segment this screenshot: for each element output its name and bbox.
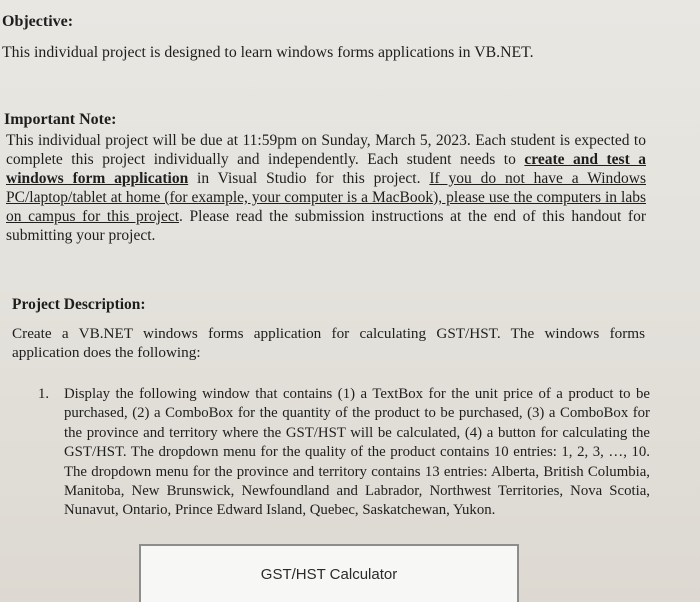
- requirements-list: [38, 385, 650, 521]
- window-title: GST/HST Calculator: [260, 566, 398, 583]
- project-description-intro: Create a VB.NET windows forms application for calculating GST/HST. The windows forms application does the following:: [12, 325, 645, 361]
- objective-text: This individual project is designed to learn windows forms applications in VB.NET.: [2, 44, 534, 61]
- important-note-part3: . Please read the submission instructions at the end of this handout for submitting your project.: [6, 208, 646, 244]
- list-item-number: 1.: [38, 386, 50, 402]
- create-test-emphasis: create and test a windows form application: [6, 151, 646, 187]
- important-note-text: [6, 131, 646, 245]
- objective-heading: Objective:: [2, 13, 74, 30]
- gst-hst-calculator-window-preview: [139, 544, 519, 602]
- lab-computers-note: If you do not have a Windows PC/laptop/tablet at home (for example, your computer is a MacBook), please use the computers in labs on campus for this project: [6, 170, 646, 225]
- important-note-part1: This individual project will be due at 11:59pm on Sunday, March 5, 2023. Each student is expected to complete this project individually and independently. Each student needs to: [6, 132, 646, 168]
- project-description-heading: Project Description:: [12, 296, 146, 313]
- important-note-part2: in Visual Studio for this project.: [188, 170, 430, 187]
- list-item: Display the following window that contains (1) a TextBox for the unit price of a product to be purchased, (2) a ComboBox for the quantity of the product to be purchased, (3) a ComboBox for the province and territory where the GST/HST will be calculated, (4) a button for calculating the GST/HST. The dropdown menu for the quality of the product contains 10 entries: 1, 2, 3, …, 10. The dropdown menu for the province and territory contains 13 entries: Alberta, British Columbia, Manitoba, New Brunswick, Newfoundland and Labrador, Northwest Territories, Nova Scotia, Nunavut, Ontario, Prince Edward Island, Quebec, Saskatchewan, Yukon.: [64, 386, 650, 519]
- important-note-heading: Important Note:: [4, 111, 117, 128]
